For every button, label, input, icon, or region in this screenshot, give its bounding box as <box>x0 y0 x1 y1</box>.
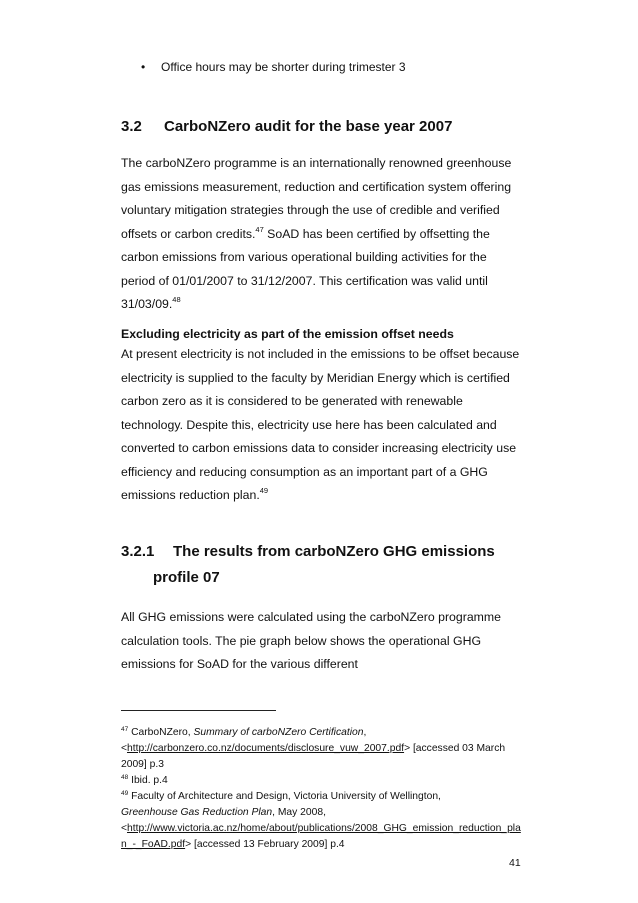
section-title: CarboNZero audit for the base year 2007 <box>164 118 453 135</box>
section-number: 3.2 <box>121 118 142 135</box>
subheading-electricity: Excluding electricity as part of the emission offset needs <box>121 327 454 341</box>
electricity-paragraph: At present electricity is not included in the emissions to be offset because electricity is supplied to the faculty by Meridian Energy which is certified carbon zero as it is considered to be generated with renewable technology. Despite this, electricity use here has been calculated and converted to carbon emissions data to consider increasing electricity use efficiency and reducing consumption as an important part of a GHG emissions reduction plan.$^{49}$ <box>121 347 520 502</box>
intro-paragraph: The carboNZero programme is an internationally renowned greenhouse gas emissions measurement, reduction and certification system offering voluntary mitigation strategies through the use of credible and verified offsets or carbon credits.$^{47}$ SoAD has been certified by offsetting the carbon emissions from various operational building activities for the period of 01/01/2007 to 31/12/2007. This certification was valid until 31/03/09.48 <box>121 156 512 311</box>
subsection-heading <box>121 539 495 591</box>
footnote-48: $^{48}$ Ibid. p.4 <box>121 774 168 786</box>
footnote-divider <box>121 710 276 711</box>
footnote-ref-47[interactable]: 47 <box>255 224 264 234</box>
results-paragraph: All GHG emissions were calculated using the carboNZero programme calculation tools. The pie graph below shows the operational GHG emissions for SoAD for the various different <box>121 610 501 671</box>
subsection-number: 3.2.1 <box>121 543 155 560</box>
page-number: 41 <box>509 857 521 869</box>
bullet-item <box>141 60 406 74</box>
footnote-ref-48[interactable]: 48 <box>172 295 181 304</box>
bullet-symbol: • <box>141 60 146 74</box>
footnote-ref-49[interactable]: 49 <box>259 486 269 495</box>
footnote-47: $^{47}$ CarboNZero, Summary of carboNZero Certification, <http://carbonzero.co.nz/documents/disclosure_vuw_2007.pdf> [accessed 03 March 2009] p.3 <box>121 726 506 770</box>
section-heading <box>121 118 452 135</box>
footnote-49: $^{49}$ Faculty of Architecture and Design, Victoria University of Wellington, Greenhouse Gas Reduction Plan, May 2008, <http://www.victoria.ac.nz/home/about/publications/2008_GHG_emission_reduction_plan_-_FoAD.pdf> [accessed 13 February 2009] p.4 <box>121 790 521 850</box>
subsection-title-line1: The results from carboNZero GHG emissions <box>173 543 495 560</box>
subsection-title-line2: profile 07 <box>153 569 220 586</box>
footnote-49-link[interactable]: http://www.victoria.ac.nz/home/about/publications/2008_GHG_emission_reduction_plan_-_FoAD.pdf <box>121 823 521 850</box>
footnote-47-link[interactable]: http://carbonzero.co.nz/documents/disclosure_vuw_2007.pdf <box>127 743 405 754</box>
bullet-text: Office hours may be shorter during trimester 3 <box>161 60 406 74</box>
